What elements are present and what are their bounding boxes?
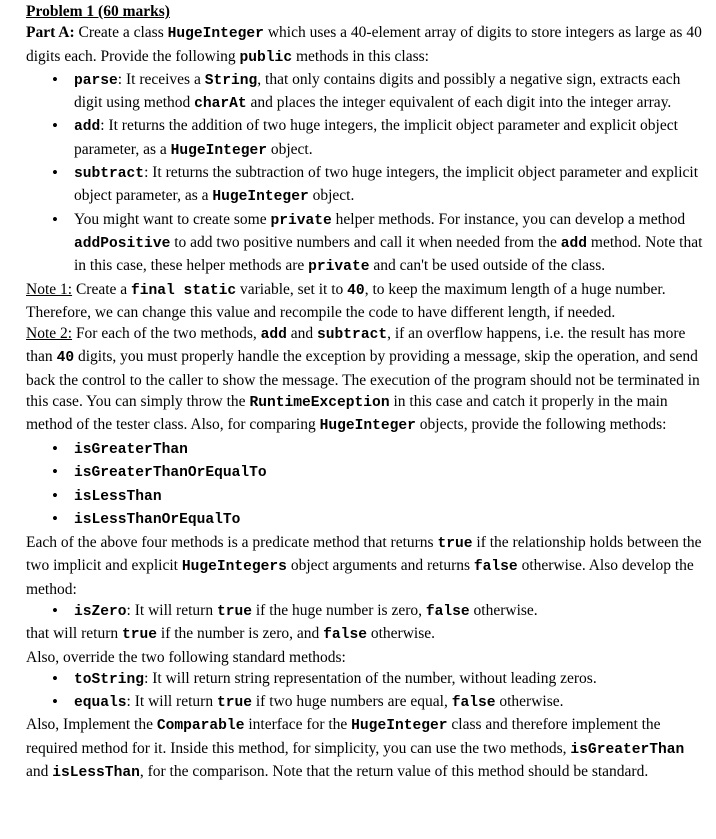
iszero-followup: that will return true if the number is zero, and false otherwise.	[26, 625, 435, 644]
note-1: Note 1: Create a final static variable, set it to 40, to keep the maximum length of a huge number. Therefore, we can change this value and recompile the code to have different length, if needed.	[26, 280, 666, 321]
comparable-paragraph: Also, Implement the Comparable interface for the HugeInteger class and therefore implement the required method for it. Inside this method, for simplicity, you can use the two methods, isGreaterThan and isLessThan, for the comparison. Note that the return value of this method should be standard.	[26, 716, 685, 781]
method-item-equals: • equals: It will return true if two huge numbers are equal, false otherwise.	[74, 691, 708, 714]
comparison-item: • isLessThanOrEqualTo	[74, 508, 708, 532]
method-item-tostring: • toString: It will return string representation of the number, without leading zeros.	[74, 668, 708, 691]
method-item-subtract: • subtract: It returns the subtraction of two huge integers, the implicit object parameter and explicit object parameter, as a HugeInteger object.	[74, 162, 708, 209]
standard-method-list	[26, 668, 708, 715]
method-item-helpers: • You might want to create some private helper methods. For instance, you can develop a method addPositive to add two positive numbers and call it when needed from the add method. Note that in this case, these helper methods are private and can't be used outside of the class.	[74, 209, 708, 279]
part-a-intro: Part A: Create a class HugeInteger which uses a 40-element array of digits to store integers as large as 40 digits each. Provide the following public methods in this class:	[26, 24, 702, 66]
predicate-paragraph: Each of the above four methods is a predicate method that returns true if the relationship holds between the two implicit and explicit HugeIntegers object arguments and returns false otherwise. Also develop the method:	[26, 534, 702, 598]
iszero-list	[26, 600, 708, 623]
problem-title: Problem 1 (60 marks)	[26, 3, 170, 20]
comparison-item: • isGreaterThanOrEqualTo	[74, 461, 708, 485]
note-2: Note 2: For each of the two methods, add and subtract, if an overflow happens, i.e. the result has more than 40 digits, you must properly handle the exception by providing a message, skip the operation, and send back the control to the caller to show the message. The execution of the program should not be terminated in this case. You can simply throw the RuntimeException in this case and catch it properly in the main method of the tester class. Also, for comparing HugeInteger objects, provide the following methods:	[26, 325, 700, 435]
override-intro: Also, override the two following standard methods:	[26, 648, 346, 666]
method-list	[26, 69, 708, 279]
method-item-add: • add: It returns the addition of two huge integers, the implicit object parameter and explicit object parameter, as a HugeInteger object.	[74, 115, 708, 162]
method-item-iszero: • isZero: It will return true if the huge number is zero, false otherwise.	[74, 600, 708, 623]
comparison-method-list	[26, 438, 708, 532]
method-item-parse: • parse: It receives a String, that only contains digits and possibly a negative sign, extracts each digit using method charAt and places the integer equivalent of each digit into the integer array.	[74, 69, 708, 116]
comparison-item: • isGreaterThan	[74, 438, 708, 462]
comparison-item: • isLessThan	[74, 485, 708, 509]
